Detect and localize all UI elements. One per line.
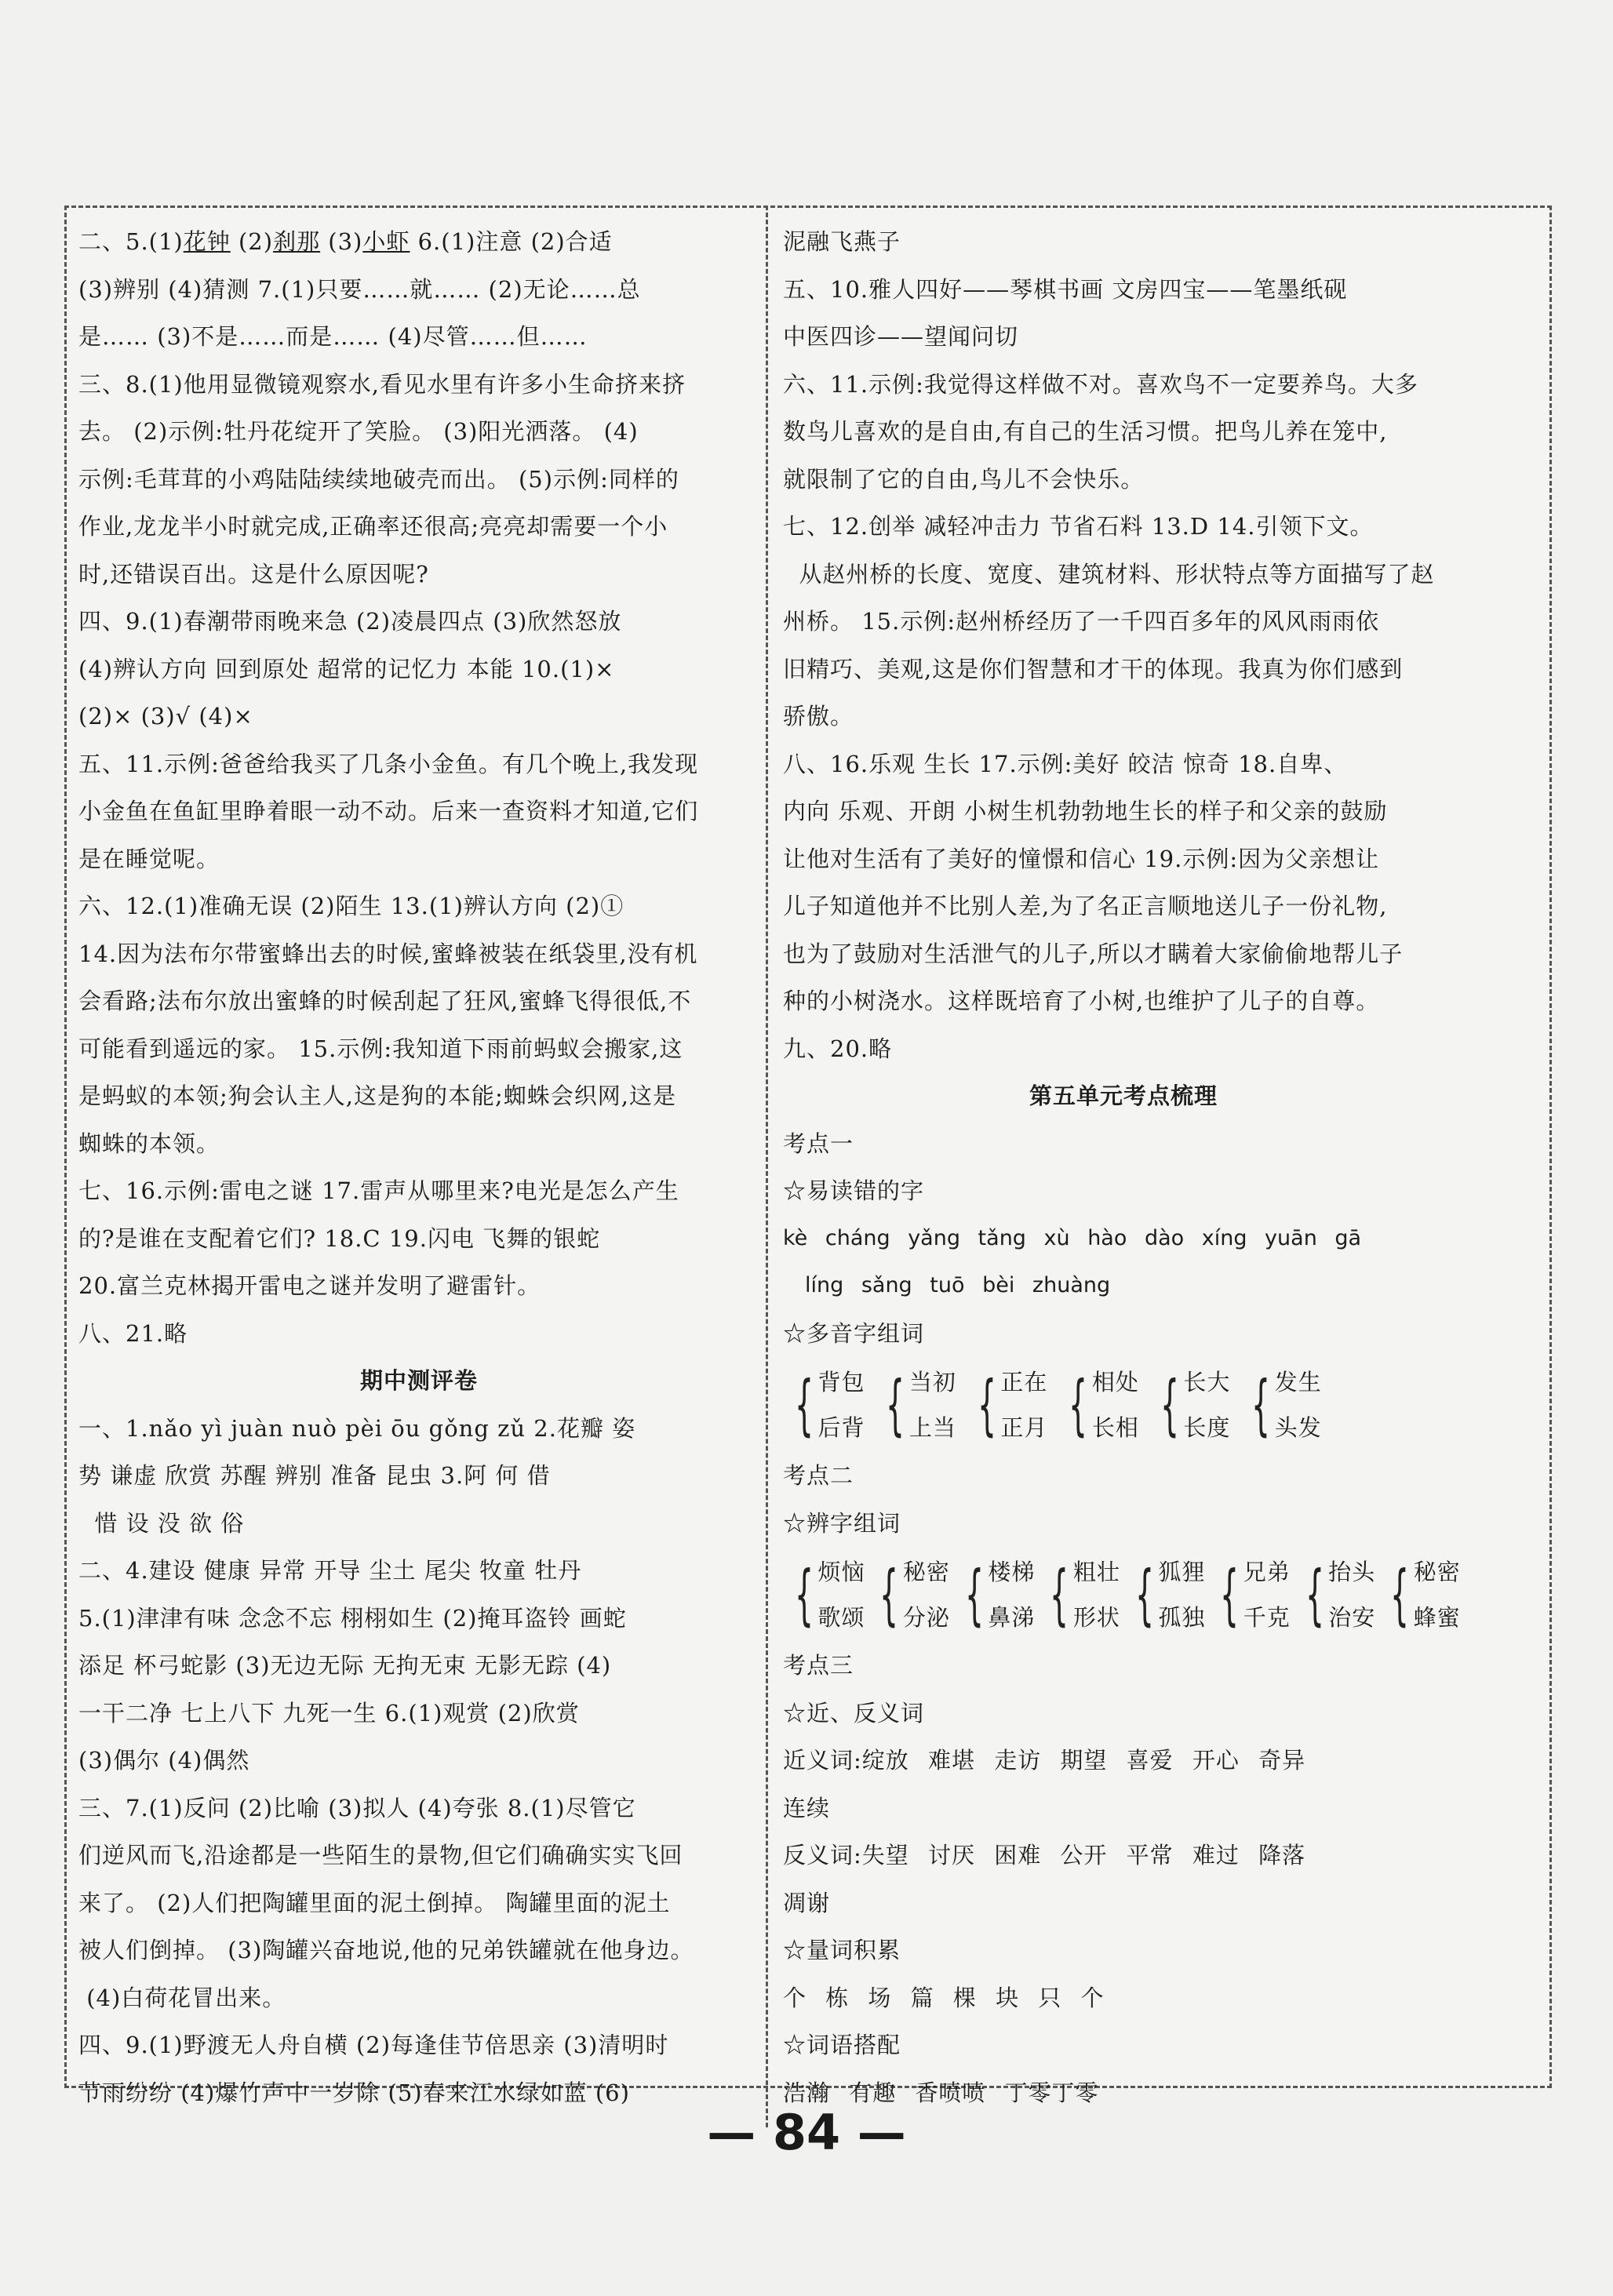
group-word: 孤独 bbox=[1158, 1603, 1206, 1631]
word-pair bbox=[1328, 1549, 1375, 1640]
text-line: (4)辨认方向 回到原处 超常的记忆力 本能 10.(1)× bbox=[78, 655, 615, 682]
underlined-answer: 小虾 bbox=[362, 228, 410, 255]
text-line: 势 谦虚 欣赏 苏醒 辨别 准备 昆虫 3.阿 何 借 bbox=[78, 1462, 551, 1489]
brace-glyph: { bbox=[794, 1556, 814, 1633]
text-line: 节雨纷纷 (4)爆竹声中一岁除 (5)春来江水绿如蓝 (6) bbox=[78, 2079, 630, 2106]
group-word: 秘密 bbox=[902, 1558, 950, 1585]
subsection-label: ☆量词积累 bbox=[783, 1937, 901, 1963]
measure-words: 个 栋 场 篇 棵 块 只 个 bbox=[783, 1984, 1105, 2011]
group-word: 歌颂 bbox=[817, 1603, 865, 1631]
bianzi-group bbox=[868, 1549, 949, 1640]
text-line: (2)× (3)√ (4)× bbox=[78, 703, 253, 730]
duoyin-group bbox=[783, 1359, 865, 1450]
text-line: 一干二净 七上八下 九死一生 6.(1)观赏 (2)欣赏 bbox=[78, 1699, 580, 1727]
brace-glyph: { bbox=[977, 1366, 997, 1443]
duoyin-group bbox=[1057, 1359, 1138, 1450]
right-column bbox=[783, 218, 1464, 2116]
text-line: 的?是谁在支配着它们? 18.C 19.闪电 飞舞的银蛇 bbox=[78, 1224, 601, 1252]
brace-glyph: { bbox=[1069, 1366, 1088, 1443]
text-line: 小金鱼在鱼缸里睁着眼一动不动。后来一查资料才知道,它们 bbox=[78, 798, 699, 824]
brace-glyph: { bbox=[879, 1556, 899, 1633]
group-word: 秘密 bbox=[1413, 1558, 1461, 1585]
subsection-label: ☆易读错的字 bbox=[783, 1177, 925, 1204]
left-column bbox=[78, 218, 759, 2116]
text-line: 示例:毛茸茸的小鸡陆陆续续地破壳而出。 (5)示例:同样的 bbox=[78, 465, 679, 493]
text-line: 内向 乐观、开朗 小树生机勃勃地生长的样子和父亲的鼓励 bbox=[783, 798, 1388, 824]
kaodian-label: 考点三 bbox=[783, 1652, 854, 1679]
word-pair bbox=[1183, 1359, 1230, 1450]
brace-glyph: { bbox=[886, 1366, 905, 1443]
text-line: 八、16.乐观 生长 17.示例:美好 皎洁 惊奇 18.自卑、 bbox=[783, 750, 1348, 777]
text-line: 骄傲。 bbox=[783, 703, 854, 730]
group-word: 长相 bbox=[1091, 1414, 1139, 1441]
subsection-label: ☆辨字组词 bbox=[783, 1509, 901, 1537]
text-line: 可能看到遥远的家。 15.示例:我知道下雨前蚂蚁会搬家,这 bbox=[78, 1035, 683, 1062]
text-line: 14.因为法布尔带蜜蜂出去的时候,蜜蜂被装在纸袋里,没有机 bbox=[78, 940, 698, 967]
group-word: 正月 bbox=[1000, 1414, 1048, 1441]
word-pair bbox=[817, 1549, 865, 1640]
text-line: 20.富兰克林揭开雷电之谜并发明了避雷针。 bbox=[78, 1272, 541, 1299]
text-line: 作业,龙龙半小时就完成,正确率还很高;亮亮却需要一个小 bbox=[78, 513, 668, 540]
bianzi-group bbox=[1208, 1549, 1290, 1640]
group-word: 抬头 bbox=[1328, 1558, 1376, 1585]
collocation-line: 浩瀚 有趣 香喷喷 丁零丁零 bbox=[783, 2079, 1099, 2106]
group-word: 后背 bbox=[817, 1414, 865, 1441]
antonym-line: 凋谢 bbox=[783, 1889, 831, 1916]
group-word: 治安 bbox=[1328, 1603, 1376, 1631]
text-line: 七、12.创举 减轻冲击力 节省石料 13.D 14.引领下文。 bbox=[783, 513, 1374, 540]
text-line: 二、4.建设 健康 异常 开导 尘土 尾尖 牧童 牡丹 bbox=[78, 1557, 582, 1584]
brace-glyph: { bbox=[1251, 1366, 1271, 1443]
text-line: 添足 杯弓蛇影 (3)无边无际 无拘无束 无影无踪 (4) bbox=[78, 1652, 612, 1679]
text-line: 5.(1)津津有味 念念不忘 栩栩如生 (2)掩耳盗铃 画蛇 bbox=[78, 1604, 627, 1632]
word-pair bbox=[1000, 1359, 1047, 1450]
kaodian-label: 考点一 bbox=[783, 1130, 854, 1157]
text-line: 惜 设 没 欲 俗 bbox=[78, 1509, 245, 1537]
text-line: (3)辨别 (4)猜测 7.(1)只要……就…… (2)无论……总 bbox=[78, 275, 641, 303]
text-line: 一、1.nǎo yì juàn nuò pèi ōu gǒng zǔ 2.花瓣 姿 bbox=[78, 1414, 636, 1442]
brace-glyph: { bbox=[1220, 1556, 1240, 1633]
underlined-answer: 花钟 bbox=[183, 228, 231, 255]
group-word: 烦恼 bbox=[817, 1558, 865, 1585]
text-line: (3)偶尔 (4)偶然 bbox=[78, 1747, 250, 1774]
text-line: 数鸟儿喜欢的是自由,有自己的生活习惯。把鸟儿养在笼中, bbox=[783, 418, 1388, 445]
text-line: 是…… (3)不是……而是…… (4)尽管……但…… bbox=[78, 323, 588, 350]
group-word: 形状 bbox=[1072, 1603, 1120, 1631]
group-word: 背包 bbox=[817, 1368, 865, 1395]
duoyin-group bbox=[1149, 1359, 1230, 1450]
word-pair bbox=[1073, 1549, 1120, 1640]
text-line: 中医四诊——望闻问切 bbox=[783, 323, 1019, 350]
brace-glyph: { bbox=[1390, 1556, 1410, 1633]
word-pair bbox=[817, 1359, 865, 1450]
text-line: 二、5.(1)花钟 (2)刹那 (3)小虾 6.(1)注意 (2)合适 bbox=[78, 228, 613, 255]
text-line: 来了。 (2)人们把陶罐里面的泥土倒掉。 陶罐里面的泥土 bbox=[78, 1889, 671, 1916]
group-word: 狐狸 bbox=[1158, 1558, 1206, 1585]
text-line: 州桥。 15.示例:赵州桥经历了一千四百多年的风风雨雨依 bbox=[783, 608, 1380, 635]
brace-glyph: { bbox=[1305, 1556, 1325, 1633]
text-line: 去。 (2)示例:牡丹花绽开了笑脸。 (3)阳光洒落。 (4) bbox=[78, 418, 639, 445]
word-pair bbox=[1092, 1359, 1139, 1450]
bianzi-groups bbox=[783, 1547, 1464, 1642]
kaodian-label: 考点二 bbox=[783, 1462, 854, 1489]
word-pair bbox=[1275, 1359, 1322, 1450]
text-line: 三、8.(1)他用显微镜观察水,看见水里有许多小生命挤来挤 bbox=[78, 370, 686, 398]
column-divider bbox=[766, 206, 768, 2127]
subsection-label: ☆词语搭配 bbox=[783, 2032, 901, 2058]
word-pair bbox=[988, 1549, 1035, 1640]
text-line: 旧精巧、美观,这是你们智慧和才干的体现。我真为你们感到 bbox=[783, 655, 1404, 682]
text-line: 泥融飞燕子 bbox=[783, 228, 901, 255]
brace-glyph: { bbox=[1050, 1556, 1069, 1633]
text-line: 五、10.雅人四好——琴棋书画 文房四宝——笔墨纸砚 bbox=[783, 275, 1348, 303]
word-pair bbox=[909, 1359, 956, 1450]
word-pair bbox=[1414, 1549, 1461, 1640]
group-word: 头发 bbox=[1274, 1414, 1322, 1441]
text-line: 从赵州桥的长度、宽度、建筑材料、形状特点等方面描写了赵 bbox=[783, 560, 1435, 588]
group-word: 长大 bbox=[1183, 1368, 1231, 1395]
bianzi-group bbox=[953, 1549, 1035, 1640]
text-line: 是在睡觉呢。 bbox=[78, 845, 220, 872]
pinyin-line: líng sǎng tuō bèi zhuàng bbox=[805, 1273, 1111, 1297]
brace-glyph: { bbox=[1134, 1556, 1155, 1633]
subsection-label: ☆近、反义词 bbox=[783, 1699, 925, 1727]
text-line: 八、21.略 bbox=[78, 1319, 188, 1347]
group-word: 上当 bbox=[908, 1414, 956, 1441]
page-number: — 84 — bbox=[707, 2104, 906, 2161]
synonym-line: 近义词:绽放 难堪 走访 期望 喜爱 开心 奇异 bbox=[783, 1747, 1306, 1774]
duoyin-group bbox=[1240, 1359, 1321, 1450]
synonym-line: 连续 bbox=[783, 1794, 831, 1821]
section-heading: 期中测评卷 bbox=[359, 1367, 478, 1394]
text-line: 儿子知道他并不比别人差,为了名正言顺地送儿子一份礼物, bbox=[783, 893, 1388, 919]
text-line: 让他对生活有了美好的憧憬和信心 19.示例:因为父亲想让 bbox=[783, 845, 1380, 872]
duoyin-group bbox=[874, 1359, 956, 1450]
text-line: 们逆风而飞,沿途都是一些陌生的景物,但它们确确实实飞回 bbox=[78, 1842, 683, 1868]
group-word: 楼梯 bbox=[988, 1558, 1036, 1585]
text-line: (4)白荷花冒出来。 bbox=[78, 1984, 286, 2011]
pinyin-line: kè cháng yǎng tǎng xù hào dào xíng yuān gā bbox=[783, 1225, 1362, 1250]
word-pair bbox=[1243, 1549, 1291, 1640]
text-line: 就限制了它的自由,鸟儿不会快乐。 bbox=[783, 465, 1145, 493]
bianzi-group bbox=[1038, 1549, 1120, 1640]
text-line: 也为了鼓励对生活泄气的儿子,所以才瞒着大家偷偷地帮儿子 bbox=[783, 940, 1404, 967]
duoyin-group bbox=[966, 1359, 1047, 1450]
text-line: 九、20.略 bbox=[783, 1035, 893, 1062]
text-line: 会看路;法布尔放出蜜蜂的时候刮起了狂风,蜜蜂飞得很低,不 bbox=[78, 988, 692, 1014]
antonym-line: 反义词:失望 讨厌 困难 公开 平常 难过 降落 bbox=[783, 1842, 1306, 1868]
text-line: 六、12.(1)准确无误 (2)陌生 13.(1)辨认方向 (2)① bbox=[78, 893, 624, 919]
word-pair bbox=[1158, 1549, 1205, 1640]
bianzi-group bbox=[1378, 1549, 1460, 1640]
group-word: 正在 bbox=[1000, 1368, 1048, 1395]
text-line: 蜘蛛的本领。 bbox=[78, 1130, 220, 1157]
group-word: 相处 bbox=[1091, 1368, 1139, 1395]
subsection-label: ☆多音字组词 bbox=[783, 1319, 925, 1347]
text-line: 六、11.示例:我觉得这样做不对。喜欢鸟不一定要养鸟。大多 bbox=[783, 370, 1418, 398]
bianzi-group bbox=[1294, 1549, 1375, 1640]
brace-glyph: { bbox=[1160, 1366, 1180, 1443]
underlined-answer: 刹那 bbox=[273, 228, 321, 255]
text-line: 四、9.(1)春潮带雨晚来急 (2)凌晨四点 (3)欣然怒放 bbox=[78, 608, 622, 635]
bianzi-group bbox=[1123, 1549, 1205, 1640]
bianzi-group bbox=[783, 1549, 865, 1640]
group-word: 兄弟 bbox=[1243, 1558, 1291, 1585]
group-word: 分泌 bbox=[902, 1603, 950, 1631]
text-line: 五、11.示例:爸爸给我买了几条小金鱼。有几个晚上,我发现 bbox=[78, 750, 699, 777]
group-word: 鼻涕 bbox=[988, 1603, 1036, 1631]
brace-glyph: { bbox=[964, 1556, 985, 1633]
duoyin-groups bbox=[783, 1357, 1464, 1452]
group-word: 长度 bbox=[1183, 1414, 1231, 1441]
text-line: 是蚂蚁的本领;狗会认主人,这是狗的本能;蜘蛛会织网,这是 bbox=[78, 1083, 676, 1109]
group-word: 千克 bbox=[1243, 1603, 1291, 1631]
group-word: 粗壮 bbox=[1072, 1558, 1120, 1585]
group-word: 蜂蜜 bbox=[1413, 1603, 1461, 1631]
text-line: 七、16.示例:雷电之谜 17.雷声从哪里来?电光是怎么产生 bbox=[78, 1177, 679, 1204]
text-line: 时,还错误百出。这是什么原因呢? bbox=[78, 560, 429, 588]
brace-glyph: { bbox=[794, 1366, 814, 1443]
word-pair bbox=[903, 1549, 950, 1640]
text-line: 被人们倒掉。 (3)陶罐兴奋地说,他的兄弟铁罐就在他身边。 bbox=[78, 1937, 694, 1963]
group-word: 当初 bbox=[908, 1368, 956, 1395]
text-line: 种的小树浇水。这样既培育了小树,也维护了儿子的自尊。 bbox=[783, 988, 1380, 1014]
text-line: 四、9.(1)野渡无人舟自横 (2)每逢佳节倍思亲 (3)清明时 bbox=[78, 2032, 669, 2058]
section-heading: 第五单元考点梳理 bbox=[1029, 1083, 1218, 1109]
group-word: 发生 bbox=[1274, 1368, 1322, 1395]
text-line: 三、7.(1)反问 (2)比喻 (3)拟人 (4)夸张 8.(1)尽管它 bbox=[78, 1794, 636, 1821]
